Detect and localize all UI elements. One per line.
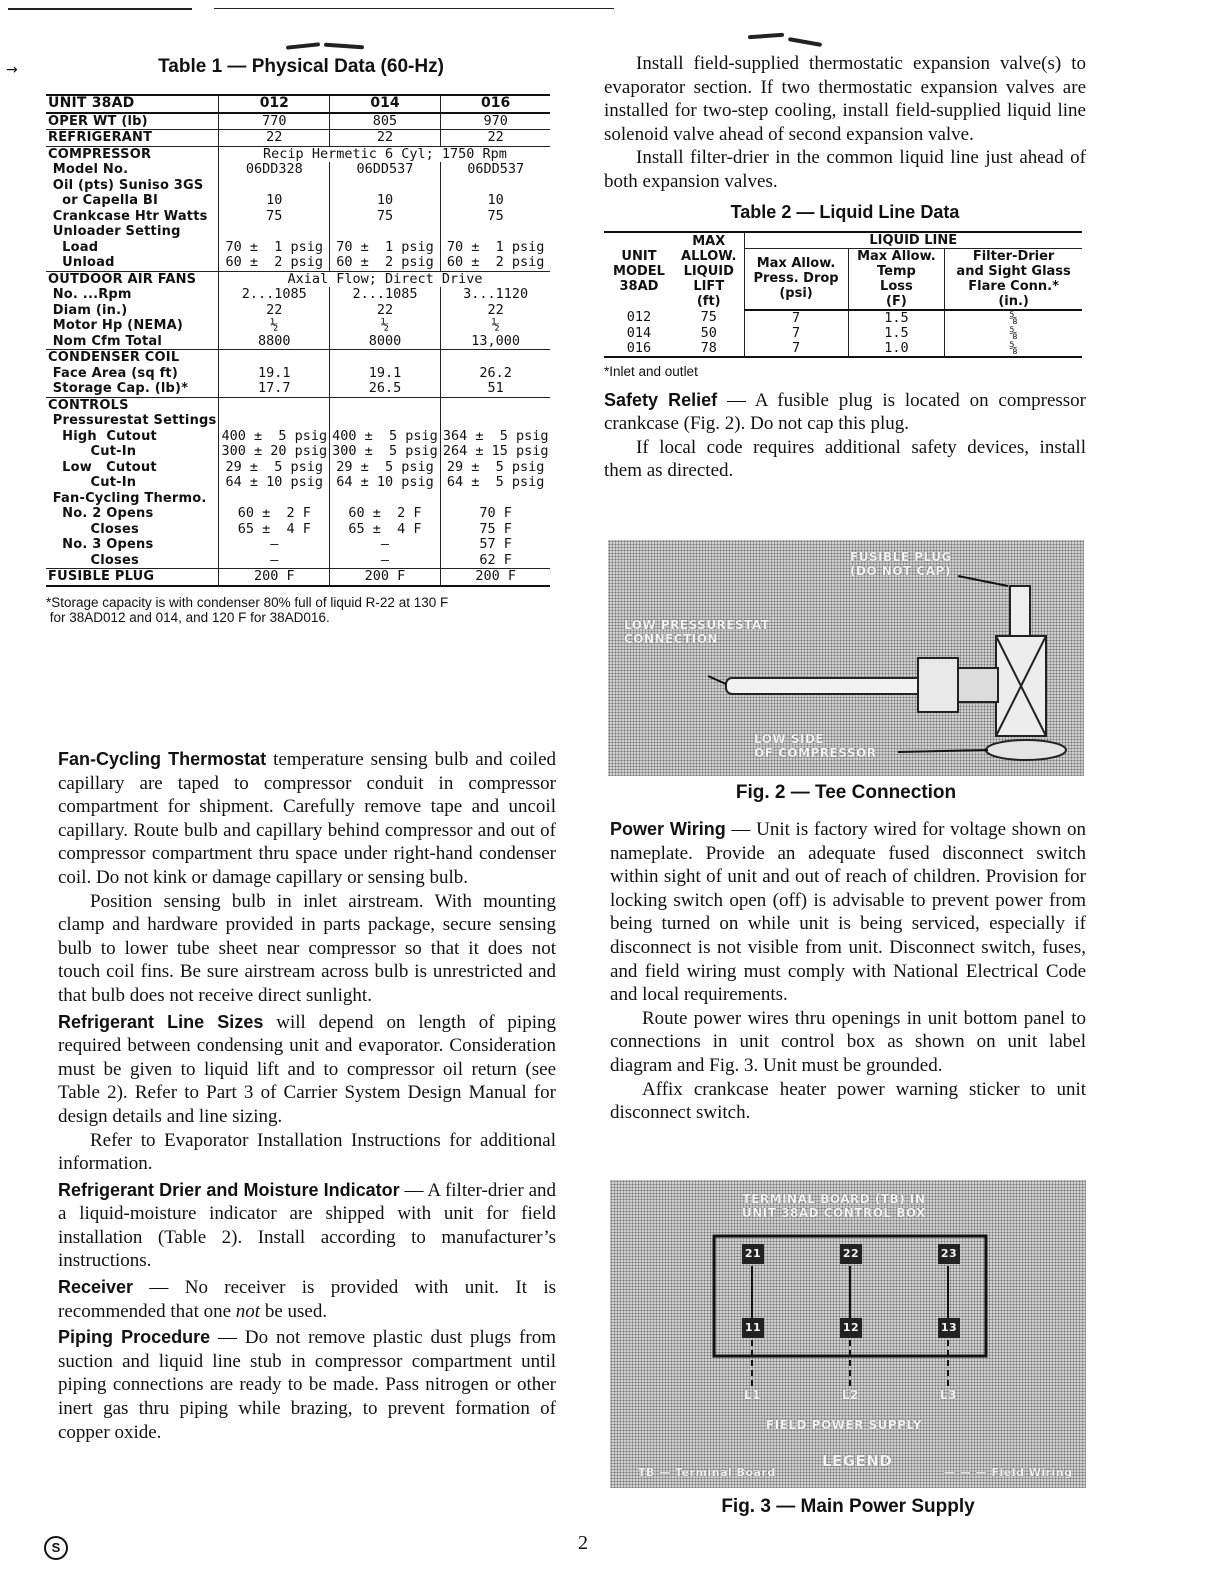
paragraph-heading: Refrigerant Drier and Moisture Indicator xyxy=(58,1179,400,1200)
paragraph-heading: Piping Procedure xyxy=(58,1327,211,1348)
cell: 200 F xyxy=(440,569,550,586)
cell: Recip Hermetic 6 Cyl; 1750 Rpm xyxy=(219,146,551,162)
ink-mark-icon xyxy=(286,42,320,50)
table-header-col: 012 xyxy=(219,95,330,113)
cell: 016 xyxy=(604,341,674,357)
row-label: COMPRESSOR Model No. Oil (pts) Suniso 3GS or Capella BI Crankcase Htr Watts Unloader Setting Load Unload xyxy=(46,146,219,271)
cell: 364 ± 5 psig 264 ± 15 psig 29 ± 5 psig 64 ± 5 psig 70 F 75 F 57 F 62 F xyxy=(440,397,550,569)
table1-title: Table 1 — Physical Data (60-Hz) xyxy=(158,56,444,77)
table1-footnote: *Storage capacity is with condenser 80% full of liquid R-22 at 130 F for 38AD012 and 014, and 120 F for 38AD016. xyxy=(46,594,449,625)
paragraph-heading: Refrigerant Line Sizes xyxy=(58,1011,264,1032)
terminal-21: 21 xyxy=(742,1244,764,1264)
cell: 200 F xyxy=(219,569,330,586)
table-header: Filter-Drier and Sight Glass Flare Conn.* (in.) xyxy=(945,248,1082,310)
cell: 75 xyxy=(700,309,717,326)
paragraph-receiver xyxy=(58,1276,556,1323)
paragraph-affix-sticker: Affix crankcase heater power warning sticker to unit disconnect switch. xyxy=(610,1078,1086,1124)
paragraph-text: Refer to Evaporator Installation Instructions for additional information. xyxy=(58,1129,556,1175)
left-body-text xyxy=(58,748,556,1444)
cell: 22 xyxy=(440,130,550,147)
paragraph-heading: Fan-Cycling Thermostat xyxy=(58,749,267,769)
cell: 19.1 26.5 xyxy=(330,350,441,398)
paragraph-text: — A filter-drier and a liquid-moisture indicator are shipped with unit for field installation (Table 2). Install according to manufacturer’s instructions. xyxy=(58,1179,557,1272)
cell: 7 xyxy=(744,310,848,326)
cell: 78 xyxy=(674,341,744,357)
cell: 3...1120 22 ½ 13,000 xyxy=(440,287,550,350)
terminal-13: 13 xyxy=(938,1318,960,1338)
line-l1: L1 xyxy=(744,1388,761,1402)
paragraph-line-sizes xyxy=(58,1011,556,1129)
cell: 06DD537 10 75 70 ± 1 psig 60 ± 2 psig xyxy=(440,162,550,271)
paragraph-text: — Unit is factory wired for voltage shown on nameplate. Provide an adequate fused disconnect switch within sight of unit and out of reach of children. Provision for locking switch open (off) is advisable to prevent power from being turned on while unit is being serviced, especially if disconnect is not visible from unit. Disconnect switch, fuses, and field wiring must comply with National Electrical Code and local requirements. xyxy=(610,819,1086,1006)
paragraph-heading: Power Wiring xyxy=(610,819,726,839)
main-power-supply-diagram xyxy=(610,1180,1086,1488)
paragraph-text: Position sensing bulb in inlet airstream. With mounting clamp and hardware provided in parts package, secure sensing bulb to lower tube sheet near compressor so that it does not touch coil fins. Be sure airstream across bulb is unrestricted and that bulb does not receive direct sunlight. xyxy=(58,890,556,1006)
cell: 200 F xyxy=(330,569,441,586)
paragraph-heading: Safety Relief xyxy=(604,389,718,410)
top-rule-right xyxy=(214,8,614,9)
cell: 805 xyxy=(330,113,441,130)
table-header-unit: UNIT 38AD xyxy=(46,95,219,113)
paragraph-text: be used. xyxy=(260,1300,328,1322)
paragraph-route-power: Route power wires thru openings in unit bottom panel to connections in unit control box as shown on unit label diagram and Fig. 3. Unit must be grounded. xyxy=(610,1007,1086,1076)
table-row xyxy=(604,310,1082,326)
table-row xyxy=(46,95,550,113)
row-label: OUTDOOR AIR FANS No. ...Rpm Diam (in.) Motor Hp (NEMA) Nom Cfm Total xyxy=(46,271,219,350)
legend-tb: TB — Terminal Board xyxy=(638,1466,776,1479)
physical-data-table xyxy=(46,94,550,587)
tee-connection-photo xyxy=(608,540,1084,776)
table-header: Max Allow. Press. Drop (psi) xyxy=(744,248,848,310)
paragraph-power-wiring xyxy=(610,818,1086,1007)
top-rule-left xyxy=(8,8,192,10)
paragraph-text: will depend on length of piping required between condensing unit and evaporator. Consideration must be given to liquid lift and to compressor oil return (see Table 2). Refer to Part 3 of Carrier System Design Manual for design details and line sizing. xyxy=(58,1011,556,1127)
cell: 1.5 xyxy=(848,326,945,341)
table-row xyxy=(604,341,1082,357)
cell: 2...1085 22 ½ 8800 xyxy=(219,287,330,350)
table-row xyxy=(604,232,1082,249)
line-l2: L2 xyxy=(842,1388,859,1402)
power-wiring-block xyxy=(610,818,1086,1125)
paragraph-text: — Do not remove plastic dust plugs from suction and liquid line stub in compressor compartment until piping connections are ready to be made. Pass nitrogen or other inert gas thru piping while brazing, to prevent formation of copper oxide. xyxy=(58,1327,556,1443)
emphasis-text: not xyxy=(235,1300,261,1322)
cell: 014 xyxy=(626,324,652,341)
terminal-11: 11 xyxy=(742,1318,764,1338)
ink-mark-icon xyxy=(788,37,822,47)
cell: 7 xyxy=(744,341,848,357)
fig3-caption: Fig. 3 — Main Power Supply xyxy=(721,1496,975,1517)
cell: 770 xyxy=(219,113,330,130)
cell: 012 xyxy=(626,309,652,326)
cell: 2...1085 22 ½ 8000 xyxy=(330,287,441,350)
terminal-23: 23 xyxy=(938,1244,960,1264)
paragraph-text: — A fusible plug is located on compressor crankcase (Fig. 2). Do not cap this plug. xyxy=(604,389,1086,435)
label-fusible-plug: FUSIBLE PLUG (DO NOT CAP) xyxy=(850,550,952,578)
table-header-col: 016 xyxy=(440,95,550,113)
line-l3: L3 xyxy=(940,1388,957,1402)
cell: 970 xyxy=(440,113,550,130)
paragraph-position-bulb xyxy=(58,890,556,1008)
label-field-power: FIELD POWER SUPPLY xyxy=(766,1418,922,1432)
terminal-22: 22 xyxy=(840,1244,862,1264)
paragraph-expansion-valve: Install field-supplied thermostatic expansion valve(s) to evaporator section. If two thermostatic expansion valves are installed for two-step cooling, install field-supplied liquid line solenoid valve ahead of second expansion valve. xyxy=(604,53,1086,145)
table-row xyxy=(46,350,550,398)
carrier-logo-icon: S xyxy=(44,1536,68,1560)
table-header: LIQUID LINE xyxy=(744,232,1082,249)
cell: 26.2 51 xyxy=(440,350,550,398)
table-header-col: 014 xyxy=(330,95,441,113)
cell: 06DD537 10 75 70 ± 1 psig 60 ± 2 psig xyxy=(330,162,441,271)
paragraph-heading: Receiver xyxy=(58,1277,134,1298)
table2-title: Table 2 — Liquid Line Data xyxy=(730,201,960,222)
cell: 1.0 xyxy=(848,341,945,357)
cell: 1.5 xyxy=(848,310,945,326)
ink-mark-icon xyxy=(748,33,784,40)
table-header: MAX ALLOW. LIQUID LIFT (ft) xyxy=(674,232,744,310)
label-terminal-board: TERMINAL BOARD (TB) IN UNIT 38AD CONTROL BOX xyxy=(742,1192,926,1220)
row-label: CONTROLS Pressurestat Settings High Cutout Cut-In Low Cutout Cut-In Fan-Cycling Thermo. No. 2 Opens Closes No. 3 Opens Closes xyxy=(46,397,219,569)
page-number: 2 xyxy=(578,1532,588,1554)
cell: ⅝ xyxy=(945,341,1082,357)
cell: 7 xyxy=(744,326,848,341)
legend-title: LEGEND xyxy=(822,1452,893,1470)
ink-mark-icon xyxy=(324,43,364,50)
paragraph-refer xyxy=(58,1129,556,1176)
paragraph-safety-relief xyxy=(604,389,1086,436)
label-low-side: LOW SIDE OF COMPRESSOR xyxy=(754,732,877,760)
paragraph-filter-drier: Install filter-drier in the common liquid line just ahead of both expansion valves. xyxy=(604,147,1086,192)
table-row xyxy=(46,146,550,162)
table1-block xyxy=(46,56,556,625)
margin-arrow-icon: → xyxy=(6,62,18,78)
cell: Axial Flow; Direct Drive xyxy=(219,271,551,287)
table-header: UNIT MODEL 38AD xyxy=(604,232,674,310)
row-label: CONDENSER COIL Face Area (sq ft) Storage Cap. (lb)* xyxy=(46,350,219,398)
cell: 400 ± 5 psig 300 ± 5 psig 29 ± 5 psig 64 ± 10 psig 60 ± 2 F 65 ± 4 F – – xyxy=(330,397,441,569)
cell: 400 ± 5 psig 300 ± 20 psig 29 ± 5 psig 64 ± 10 psig 60 ± 2 F 65 ± 4 F – – xyxy=(219,397,330,569)
right-top-block xyxy=(604,52,1086,483)
table-row xyxy=(46,397,550,569)
row-label: OPER WT (lb) xyxy=(48,113,148,129)
table-row xyxy=(604,326,1082,341)
cell: 22 xyxy=(330,130,441,147)
paragraph-text: — No receiver is provided with unit. It is recommended that one xyxy=(58,1277,556,1322)
cell: 50 xyxy=(700,324,717,341)
table-row xyxy=(46,271,550,287)
table-header: Max Allow. Temp Loss (F) xyxy=(848,248,945,310)
liquid-line-table xyxy=(604,231,1082,358)
table2-footnote: *Inlet and outlet xyxy=(604,363,698,379)
paragraph-text: temperature sensing bulb and coiled capillary are taped to compressor conduit in compressor compartment for shipment. Carefully remove tape and uncoil capillary. Route bulb and capillary behind compressor and out of compressor compartment thru space under right-hand condenser coil. Do not kink or damage capillary or sensing bulb. xyxy=(58,749,556,888)
cell: ⅝ xyxy=(945,310,1082,326)
legend-field-wiring: — — — Field Wiring xyxy=(944,1466,1073,1479)
table-row xyxy=(46,113,550,130)
terminal-12: 12 xyxy=(840,1318,862,1338)
paragraph-drier xyxy=(58,1179,556,1273)
paragraph-local-code: If local code requires additional safety devices, install them as directed. xyxy=(604,436,1086,482)
row-label: FUSIBLE PLUG xyxy=(46,569,219,586)
cell: 22 xyxy=(219,130,330,147)
cell: 06DD328 10 75 70 ± 1 psig 60 ± 2 psig xyxy=(219,162,330,271)
label-low-pressurestat: LOW PRESSURESTAT CONNECTION xyxy=(624,618,770,646)
cell: 19.1 17.7 xyxy=(219,350,330,398)
row-label: REFRIGERANT xyxy=(46,130,219,147)
cell: ⅝ xyxy=(945,326,1082,341)
fig2-caption: Fig. 2 — Tee Connection xyxy=(735,782,957,803)
table-row xyxy=(46,569,550,586)
table-row xyxy=(46,130,550,147)
paragraph-piping xyxy=(58,1326,556,1444)
paragraph-fan-cycling xyxy=(58,748,556,890)
